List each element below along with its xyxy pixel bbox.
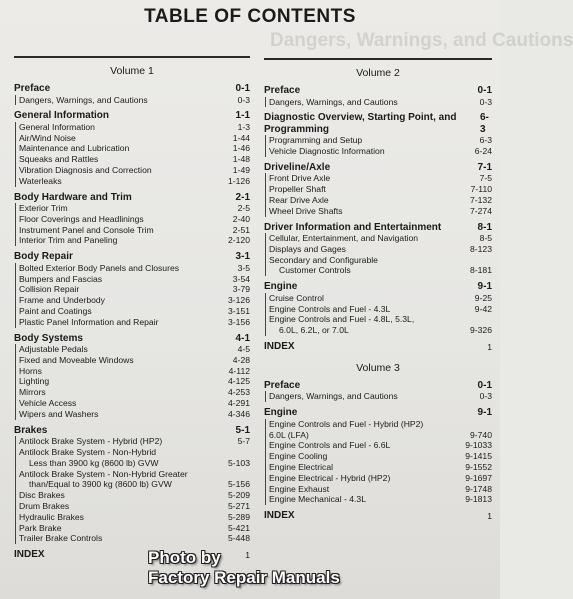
- toc-entry[interactable]: [19, 490, 250, 501]
- index-entry[interactable]: [264, 510, 492, 522]
- toc-entry[interactable]: [269, 293, 492, 304]
- section-page: 0-1: [477, 379, 492, 391]
- toc-entry[interactable]: [19, 479, 250, 490]
- volume-title: Volume 2: [356, 67, 400, 79]
- toc-entry[interactable]: [19, 225, 250, 236]
- volume-title: Volume 3: [356, 361, 400, 374]
- toc-entry[interactable]: [19, 458, 250, 469]
- toc-entry-label: Exterior Trim: [19, 203, 68, 214]
- index-page: 1: [487, 511, 492, 522]
- toc-entry[interactable]: [269, 173, 492, 184]
- toc-entry[interactable]: [19, 512, 250, 523]
- toc-entry-page: 7-274: [470, 205, 492, 216]
- toc-entry-page: 5-289: [228, 511, 250, 522]
- toc-entry[interactable]: [19, 143, 250, 154]
- right.sections.3-section: [264, 222, 492, 277]
- toc-entry[interactable]: [269, 462, 492, 473]
- toc-entry-label: Engine Exhaust: [269, 483, 330, 494]
- toc-entry[interactable]: [19, 317, 250, 328]
- toc-entry-label: Wipers and Washers: [19, 408, 99, 419]
- section-page: 0-1: [477, 85, 492, 96]
- toc-entry-page: 9-1033: [465, 440, 492, 451]
- section-title: Engine: [264, 281, 298, 293]
- toc-entry-label: Vibration Diagnosis and Correction: [19, 164, 152, 175]
- toc-entry-page: 5-448: [228, 533, 250, 544]
- toc-entry[interactable]: [269, 265, 492, 276]
- toc-entry-page: 9-1552: [465, 461, 492, 472]
- toc-entry-page: 9-1748: [465, 483, 492, 494]
- index-label: INDEX: [264, 340, 295, 352]
- toc-entry-label: Floor Coverings and Headlinings: [19, 213, 144, 224]
- section-items: [265, 173, 492, 216]
- toc-entry-label: Horns: [19, 365, 42, 376]
- toc-entry[interactable]: [19, 387, 250, 398]
- section-page: 6-3: [480, 112, 489, 135]
- section-title: Body Systems: [14, 332, 83, 344]
- toc-entry[interactable]: [269, 255, 492, 266]
- toc-entry[interactable]: [19, 501, 250, 512]
- toc-entry[interactable]: [19, 176, 250, 187]
- toc-entry[interactable]: [269, 233, 492, 244]
- section-heading[interactable]: [264, 85, 492, 97]
- toc-entry-page: 1-44: [232, 132, 250, 143]
- section-heading[interactable]: [264, 407, 492, 419]
- toc-entry-label: Less than 3900 kg (8600 lb) GVW: [29, 457, 159, 468]
- toc-entry-label: Engine Controls and Fuel - 6.6L: [269, 440, 391, 451]
- toc-entry-label: Engine Electrical - Hybrid (HP2): [269, 472, 391, 483]
- toc-entry[interactable]: [19, 235, 250, 246]
- toc-entry[interactable]: [269, 451, 492, 462]
- toc-entry-label: than/Equal to 3900 kg (8600 lb) GVW: [29, 479, 172, 490]
- section-items: [15, 436, 250, 544]
- section-items: [265, 293, 492, 336]
- right.sections3.0-section: [264, 380, 492, 402]
- toc-entry-page: 9-1415: [465, 451, 492, 462]
- index-page: 1: [245, 550, 250, 561]
- toc-entry-label: Engine Cooling: [269, 451, 328, 462]
- toc-entry-page: 2-40: [232, 213, 250, 224]
- toc-entry-page: 8-123: [470, 243, 492, 254]
- toc-entry-page: 7-5: [479, 173, 492, 184]
- section-heading[interactable]: [14, 333, 250, 345]
- toc-entry-page: 7-132: [470, 194, 492, 205]
- left.sections.2-section: [14, 192, 250, 247]
- section-page: 0-1: [235, 83, 250, 94]
- toc-entry-page: 5-421: [228, 522, 250, 533]
- toc-entry-label: Antilock Brake System - Non-Hybrid: [19, 446, 157, 457]
- toc-entry[interactable]: [19, 409, 250, 420]
- toc-entry-label: Programming and Setup: [269, 135, 363, 146]
- section-heading[interactable]: [14, 251, 250, 263]
- toc-entry[interactable]: [19, 398, 250, 409]
- toc-entry-label: Engine Mechanical - 4.3L: [269, 494, 366, 505]
- toc-entry[interactable]: [19, 95, 250, 106]
- toc-entry-page: 3-5: [237, 262, 250, 273]
- volume1-column: [14, 64, 250, 561]
- toc-entry-page: 9-42: [474, 303, 492, 314]
- toc-entry-page: 2-120: [228, 235, 250, 246]
- bleed-through-text: Dangers, Warnings, and Cautions: [270, 30, 573, 51]
- toc-entry[interactable]: [19, 295, 250, 306]
- toc-entry[interactable]: [269, 314, 492, 325]
- toc-entry[interactable]: [19, 306, 250, 317]
- section-heading[interactable]: [14, 110, 250, 122]
- section-items: [15, 122, 250, 187]
- section-items: [15, 344, 250, 420]
- toc-entry-label: Hydraulic Brakes: [19, 511, 84, 522]
- page-title: TABLE OF CONTENTS: [144, 6, 356, 27]
- toc-entry[interactable]: [19, 284, 250, 295]
- toc-entry-label: Dangers, Warnings, and Cautions: [19, 94, 148, 105]
- left.sections.5-section: [14, 425, 250, 544]
- index-label: INDEX: [14, 549, 45, 561]
- toc-entry-label: 6.0L, 6.2L, or 7.0L: [279, 325, 349, 336]
- toc-entry-page: 1-49: [232, 164, 250, 175]
- toc-entry[interactable]: [269, 419, 492, 430]
- toc-entry-label: Plastic Panel Information and Repair: [19, 316, 159, 327]
- toc-entry-page: 3-54: [232, 273, 250, 284]
- toc-entry-page: 4-346: [228, 408, 250, 419]
- toc-entry-label: Fixed and Moveable Windows: [19, 354, 134, 365]
- toc-entry[interactable]: [19, 533, 250, 544]
- section-title: Body Repair: [14, 251, 73, 263]
- index-entry[interactable]: [264, 341, 492, 353]
- toc-entry-label: Paint and Coatings: [19, 305, 92, 316]
- section-title: Brakes: [14, 424, 48, 436]
- toc-entry-label: General Information: [19, 121, 95, 132]
- toc-entry[interactable]: [19, 376, 250, 387]
- volume1-rule: [14, 56, 250, 58]
- toc-entry-label: Antilock Brake System - Hybrid (HP2): [19, 436, 163, 447]
- toc-entry-page: 9-25: [474, 292, 492, 303]
- section-title: Preface: [264, 379, 301, 391]
- toc-entry-page: 5-103: [228, 457, 250, 468]
- toc-entry[interactable]: [19, 366, 250, 377]
- toc-entry[interactable]: [269, 184, 492, 195]
- toc-entry[interactable]: [19, 154, 250, 165]
- toc-entry-page: 2-5: [237, 203, 250, 214]
- toc-entry-label: Maintenance and Lubrication: [19, 143, 130, 154]
- toc-entry[interactable]: [19, 523, 250, 534]
- toc-entry-page: 4-253: [228, 387, 250, 398]
- photo-watermark: [148, 548, 340, 588]
- toc-entry-page: 4-125: [228, 376, 250, 387]
- toc-entry-page: 9-740: [470, 429, 492, 440]
- section-heading[interactable]: [264, 222, 492, 234]
- toc-entry-page: 1-48: [232, 154, 250, 165]
- section-items: [15, 263, 250, 328]
- toc-entry[interactable]: [269, 206, 492, 217]
- watermark-line-1: Photo by: [148, 548, 221, 567]
- left.sections.0-section: [14, 83, 250, 105]
- toc-entry-page: 5-271: [228, 500, 250, 511]
- section-items: [265, 391, 492, 402]
- toc-entry-label: Park Brake: [19, 522, 62, 533]
- index-label: INDEX: [264, 510, 295, 522]
- section-page: 4-1: [235, 332, 250, 344]
- toc-entry-page: 5-156: [228, 479, 250, 490]
- toc-entry-label: Cruise Control: [269, 292, 324, 303]
- toc-entry[interactable]: [19, 355, 250, 366]
- toc-entry-label: Wheel Drive Shafts: [269, 205, 343, 216]
- toc-entry-label: Rear Drive Axle: [269, 194, 329, 205]
- toc-entry-page: 4-28: [232, 354, 250, 365]
- toc-entry-page: 4-5: [237, 344, 250, 355]
- toc-entry-page: 4-112: [228, 365, 250, 376]
- toc-entry[interactable]: [269, 325, 492, 336]
- toc-entry-label: Secondary and Configurable: [269, 254, 378, 265]
- toc-entry-label: Frame and Underbody: [19, 295, 105, 306]
- toc-entry[interactable]: [269, 146, 492, 157]
- toc-entry[interactable]: [19, 469, 250, 480]
- toc-entry[interactable]: [269, 494, 492, 505]
- toc-entry-page: 8-5: [479, 233, 492, 244]
- toc-entry-label: Engine Controls and Fuel - 4.8L, 5.3L,: [269, 314, 415, 325]
- toc-entry[interactable]: [19, 165, 250, 176]
- toc-entry-label: Disc Brakes: [19, 490, 65, 501]
- toc-entry[interactable]: [269, 484, 492, 495]
- toc-entry[interactable]: [269, 304, 492, 315]
- section-title: Preface: [14, 83, 51, 94]
- toc-entry-label: Engine Controls and Fuel - 4.3L: [269, 303, 391, 314]
- section-page: 5-1: [235, 424, 250, 436]
- toc-entry-label: Cellular, Entertainment, and Navigation: [269, 233, 419, 244]
- toc-entry-page: 5-7: [237, 436, 250, 447]
- section-heading[interactable]: [14, 425, 250, 437]
- volume-title: Volume 1: [110, 65, 154, 77]
- toc-entry[interactable]: [19, 214, 250, 225]
- toc-entry-page: 1-46: [232, 143, 250, 154]
- section-title: General Information: [14, 110, 110, 122]
- toc-entry-label: Front Drive Axle: [269, 173, 331, 184]
- toc-entry-page: 0-3: [237, 94, 250, 105]
- toc-entry-page: 8-181: [470, 265, 492, 276]
- right.sections3.1-section: [264, 407, 492, 505]
- toc-entry[interactable]: [19, 447, 250, 458]
- section-heading[interactable]: [14, 192, 250, 204]
- toc-entry-page: 5-209: [228, 490, 250, 501]
- section-title: Driver Information and Entertainment: [264, 221, 442, 233]
- toc-entry-label: Vehicle Diagnostic Information: [269, 146, 385, 157]
- toc-entry-page: 9-326: [470, 325, 492, 336]
- section-title: Driveline/Axle: [264, 161, 331, 173]
- toc-entry-label: Interior Trim and Paneling: [19, 235, 118, 246]
- section-items: [265, 233, 492, 276]
- toc-entry[interactable]: [269, 473, 492, 484]
- toc-entry-label: Bumpers and Fascias: [19, 273, 103, 284]
- section-heading[interactable]: [264, 380, 492, 392]
- toc-entry-page: 2-51: [232, 224, 250, 235]
- toc-entry-page: 9-1813: [465, 494, 492, 505]
- toc-entry[interactable]: [269, 391, 492, 402]
- section-page: 8-1: [477, 221, 492, 233]
- right.sections.0-section: [264, 85, 492, 107]
- left.sections.3-section: [14, 251, 250, 327]
- toc-entry[interactable]: [269, 244, 492, 255]
- toc-entry-page: 0-3: [479, 391, 492, 402]
- toc-entry-label: Engine Controls and Fuel - Hybrid (HP2): [269, 418, 424, 429]
- toc-entry-label: Engine Electrical: [269, 461, 334, 472]
- toc-entry[interactable]: [19, 344, 250, 355]
- toc-entry-label: Squeaks and Rattles: [19, 154, 99, 165]
- toc-entry-page: 3-156: [228, 316, 250, 327]
- toc-entry-label: Vehicle Access: [19, 398, 77, 409]
- section-items: [265, 135, 492, 157]
- toc-entry-page: 6-24: [474, 146, 492, 157]
- section-page: 9-1: [477, 407, 492, 419]
- toc-entry-label: Trailer Brake Controls: [19, 533, 103, 544]
- toc-entry[interactable]: [269, 97, 492, 108]
- toc-entry-label: Adjustable Pedals: [19, 344, 88, 355]
- toc-entry[interactable]: [269, 440, 492, 451]
- toc-entry-page: 4-291: [228, 398, 250, 409]
- section-heading[interactable]: [264, 162, 492, 174]
- toc-entry-label: Displays and Gages: [269, 243, 346, 254]
- section-title: Body Hardware and Trim: [14, 191, 132, 203]
- toc-entry-label: Waterleaks: [19, 175, 62, 186]
- toc-entry[interactable]: [19, 133, 250, 144]
- toc-entry-label: 6.0L (LFA): [269, 429, 309, 440]
- toc-entry[interactable]: [19, 203, 250, 214]
- section-page: 1-1: [235, 110, 250, 122]
- section-items: [15, 95, 250, 106]
- section-page: 7-1: [477, 161, 492, 173]
- section-title: Diagnostic Overview, Starting Point, and Programming: [264, 112, 457, 135]
- right.sections.4-section: [264, 281, 492, 336]
- toc-entry-label: Propeller Shaft: [269, 184, 326, 195]
- toc-entry[interactable]: [19, 122, 250, 133]
- toc-entry-label: Collision Repair: [19, 284, 80, 295]
- section-items: [265, 97, 492, 108]
- toc-entry-label: Air/Wind Noise: [19, 132, 76, 143]
- toc-entry-label: Lighting: [19, 376, 50, 387]
- toc-entry[interactable]: [19, 274, 250, 285]
- right.sections.1-section: [264, 112, 492, 157]
- volume2-column: [264, 66, 492, 522]
- watermark-line-2: Factory Repair Manuals: [148, 568, 340, 587]
- toc-entry-label: Dangers, Warnings, and Cautions: [269, 96, 398, 107]
- toc-entry-page: 3-126: [228, 295, 250, 306]
- volume2-rule: [264, 58, 492, 60]
- toc-entry-page: 1-126: [228, 175, 250, 186]
- toc-entry-page: 7-110: [470, 184, 492, 195]
- toc-entry[interactable]: [19, 436, 250, 447]
- section-heading[interactable]: [14, 83, 250, 95]
- toc-entry-label: Bolted Exterior Body Panels and Closures: [19, 262, 180, 273]
- toc-entry-label: Customer Controls: [279, 265, 351, 276]
- section-page: 2-1: [235, 191, 250, 203]
- section-page: 9-1: [477, 281, 492, 293]
- toc-entry-page: 3-79: [232, 284, 250, 295]
- section-title: Engine: [264, 407, 298, 419]
- toc-entry-label: Antilock Brake System - Non-Hybrid Greater: [19, 468, 188, 479]
- toc-entry-label: Drum Brakes: [19, 500, 70, 511]
- toc-entry-label: Instrument Panel and Console Trim: [19, 224, 154, 235]
- toc-entry[interactable]: [269, 430, 492, 441]
- toc-entry-label: Mirrors: [19, 387, 46, 398]
- toc-entry[interactable]: [269, 135, 492, 146]
- section-items: [265, 419, 492, 505]
- section-title: Preface: [264, 85, 301, 96]
- section-items: [15, 203, 250, 246]
- index-page: 1: [487, 341, 492, 352]
- toc-entry-page: 1-3: [237, 121, 250, 132]
- toc-entry-page: 6-3: [479, 135, 492, 146]
- section-page: 3-1: [235, 251, 250, 263]
- toc-entry-page: 9-1697: [465, 472, 492, 483]
- toc-entry[interactable]: [19, 263, 250, 274]
- left.sections.4-section: [14, 333, 250, 420]
- left.sections.1-section: [14, 110, 250, 186]
- toc-entry-page: 0-3: [479, 96, 492, 107]
- toc-entry-page: 3-151: [228, 305, 250, 316]
- right.sections.2-section: [264, 162, 492, 217]
- toc-entry-label: Dangers, Warnings, and Cautions: [269, 391, 398, 402]
- section-heading[interactable]: [264, 112, 492, 135]
- toc-entry[interactable]: [269, 195, 492, 206]
- section-heading[interactable]: [264, 281, 492, 293]
